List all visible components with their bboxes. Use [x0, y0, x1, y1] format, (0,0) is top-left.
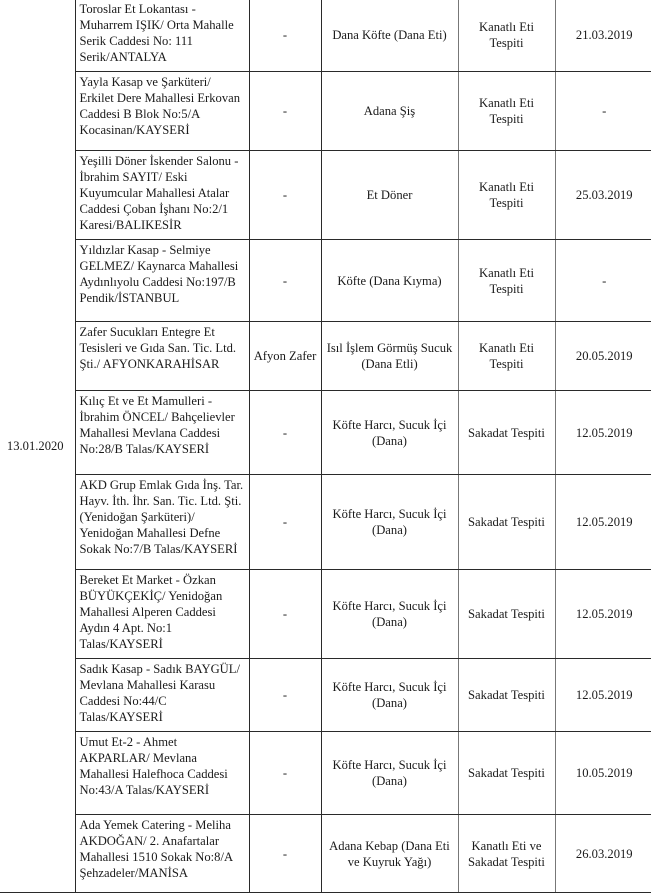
firm-address-cell: AKD Grup Emlak Gıda İnş. Tar. Hayv. İth. İhr. San. Tic. Ltd. Şti. (Yenidoğan Şarküteri)/ Yenidoğan Mahallesi Defne Sokak No:7/B Talas/KAYSERİ	[75, 475, 249, 570]
finding-cell: Sakadat Tespiti	[458, 659, 555, 732]
finding-cell: Kanatlı Eti Tespiti	[458, 240, 555, 322]
sample-date-cell: 20.05.2019	[555, 322, 651, 391]
product-cell: Köfte (Dana Kıyma)	[321, 240, 458, 322]
product-cell: Adana Şiş	[321, 72, 458, 151]
brand-cell: -	[249, 815, 321, 893]
product-cell: Köfte Harcı, Sucuk İçi (Dana)	[321, 475, 458, 570]
brand-cell: -	[249, 0, 321, 72]
product-cell: Et Döner	[321, 151, 458, 240]
finding-cell: Sakadat Tespiti	[458, 732, 555, 815]
product-cell: Köfte Harcı, Sucuk İçi (Dana)	[321, 391, 458, 475]
table-row	[0, 475, 651, 570]
brand-cell: -	[249, 391, 321, 475]
table-row	[0, 0, 651, 72]
sample-date-cell: 26.03.2019	[555, 815, 651, 893]
table-row	[0, 659, 651, 732]
table-row	[0, 732, 651, 815]
brand-cell: -	[249, 475, 321, 570]
table-row	[0, 151, 651, 240]
brand-cell: -	[249, 72, 321, 151]
product-cell: Isıl İşlem Görmüş Sucuk (Dana Etli)	[321, 322, 458, 391]
firm-address-cell: Zafer Sucukları Entegre Et Tesisleri ve Gıda San. Tic. Ltd. Şti./ AFYONKARAHİSAR	[75, 322, 249, 391]
product-cell: Köfte Harcı, Sucuk İçi (Dana)	[321, 732, 458, 815]
table-row	[0, 391, 651, 475]
sample-date-cell: 12.05.2019	[555, 659, 651, 732]
product-cell: Köfte Harcı, Sucuk İçi (Dana)	[321, 659, 458, 732]
firm-address-cell: Sadık Kasap - Sadık BAYGÜL/ Mevlana Mahallesi Karasu Caddesi No:44/C Talas/KAYSERİ	[75, 659, 249, 732]
brand-cell: Afyon Zafer	[249, 322, 321, 391]
table-row	[0, 570, 651, 659]
finding-cell: Kanatlı Eti Tespiti	[458, 322, 555, 391]
firm-address-cell: Yeşilli Döner İskender Salonu - İbrahim SAYIT/ Eski Kuyumcular Mahallesi Atalar Caddesi Çoban İşhanı No:2/1 Karesi/BALIKESİR	[75, 151, 249, 240]
group-date-cell: 13.01.2020	[0, 0, 75, 893]
sample-date-cell: 25.03.2019	[555, 151, 651, 240]
firm-address-cell: Yayla Kasap ve Şarküteri/ Erkilet Dere Mahallesi Erkovan Caddesi B Blok No:5/A Kocasinan/KAYSERİ	[75, 72, 249, 151]
firm-address-cell: Ada Yemek Catering - Meliha AKDOĞAN/ 2. Anafartalar Mahallesi 1510 Sokak No:8/A Şehzadeler/MANİSA	[75, 815, 249, 893]
sample-date-cell: -	[555, 240, 651, 322]
firm-address-cell: Yıldızlar Kasap - Selmiye GELMEZ/ Kaynarca Mahallesi Aydınlıyolu Caddesi No:197/B Pendik/İSTANBUL	[75, 240, 249, 322]
firm-address-cell: Toroslar Et Lokantası - Muharrem IŞIK/ Orta Mahalle Serik Caddesi No: 111 Serik/ANTALYA	[75, 0, 249, 72]
sample-date-cell: 12.05.2019	[555, 570, 651, 659]
product-cell: Köfte Harcı, Sucuk İçi (Dana)	[321, 570, 458, 659]
finding-cell: Kanatlı Eti ve Sakadat Tespiti	[458, 815, 555, 893]
sample-date-cell: 21.03.2019	[555, 0, 651, 72]
finding-cell: Kanatlı Eti Tespiti	[458, 151, 555, 240]
table-row	[0, 240, 651, 322]
table-row	[0, 322, 651, 391]
brand-cell: -	[249, 732, 321, 815]
table-row	[0, 72, 651, 151]
sample-date-cell: 12.05.2019	[555, 391, 651, 475]
finding-cell: Sakadat Tespiti	[458, 570, 555, 659]
finding-cell: Kanatlı Eti Tespiti	[458, 0, 555, 72]
firm-address-cell: Kılıç Et ve Et Mamulleri - İbrahim ÖNCEL/ Bahçelievler Mahallesi Mevlana Caddesi No:28/B Talas/KAYSERİ	[75, 391, 249, 475]
finding-cell: Sakadat Tespiti	[458, 391, 555, 475]
sample-date-cell: 12.05.2019	[555, 475, 651, 570]
sample-date-cell: 10.05.2019	[555, 732, 651, 815]
finding-cell: Kanatlı Eti Tespiti	[458, 72, 555, 151]
product-cell: Adana Kebap (Dana Eti ve Kuyruk Yağı)	[321, 815, 458, 893]
table-row	[0, 815, 651, 893]
firm-address-cell: Umut Et-2 - Ahmet AKPARLAR/ Mevlana Mahallesi Halefhoca Caddesi No:43/A Talas/KAYSERİ	[75, 732, 249, 815]
brand-cell: -	[249, 659, 321, 732]
brand-cell: -	[249, 570, 321, 659]
brand-cell: -	[249, 151, 321, 240]
product-cell: Dana Köfte (Dana Eti)	[321, 0, 458, 72]
sample-date-cell: -	[555, 72, 651, 151]
finding-cell: Sakadat Tespiti	[458, 475, 555, 570]
brand-cell: -	[249, 240, 321, 322]
firm-address-cell: Bereket Et Market - Özkan BÜYÜKÇEKİÇ/ Yenidoğan Mahallesi Alperen Caddesi Aydın 4 Apt. No:1 Talas/KAYSERİ	[75, 570, 249, 659]
